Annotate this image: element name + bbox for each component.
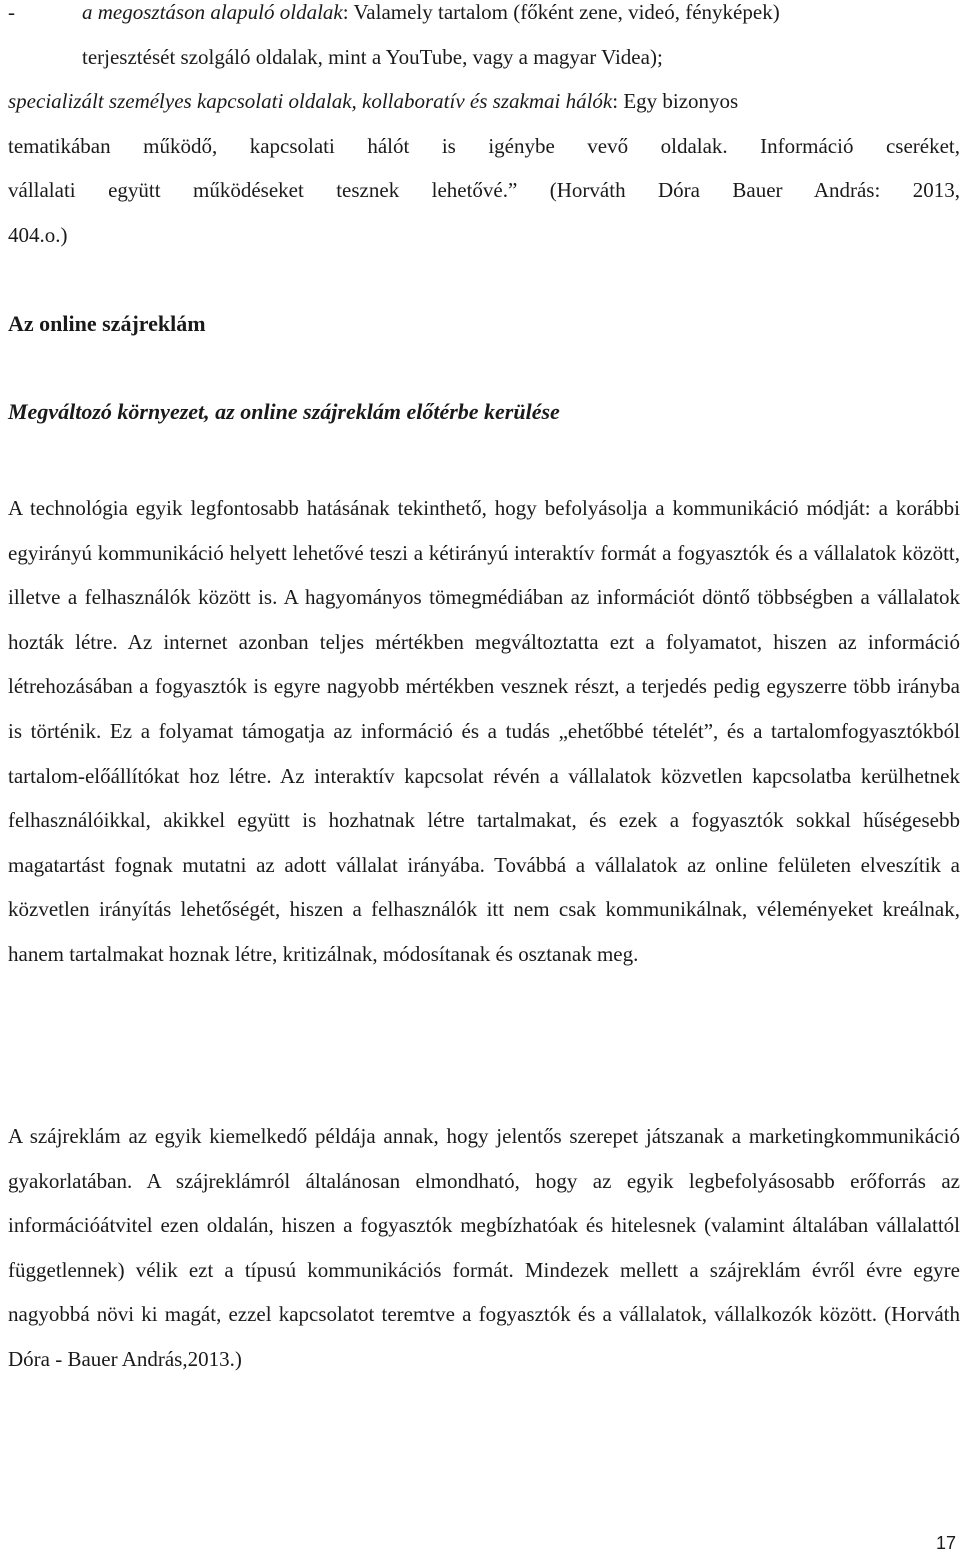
bullet-list-item (8, 0, 960, 258)
body-paragraph-2: A szájreklám az egyik kiemelkedő példája annak, hogy jelentős szerepet játszanak a marketingkommunikáció gyakorlatában. A szájreklámról általánosan elmondható, hogy az egyik legbefolyásosabb erőforrás az információátvitel ezen oldalán, hiszen a fogyasztók megbízhatóak és hitelesnek (valamint általában vállalattól függetlennek) vélik ezt a típusú kommunikációs formát. Mindezek mellett a szájreklám évről évre egyre nagyobbá növi ki magát, ezzel kapcsolatot teremtve a fogyasztók és a vállalatok, vállalkozók között. (Horváth Dóra - Bauer András,2013.) (8, 1124, 960, 1371)
bullet-line-3 (8, 79, 960, 124)
bullet-line-1 (8, 0, 960, 35)
bullet-line-4: tematikában működő, kapcsolati hálót is igénybe vevő oldalak. Információ cseréket, (8, 133, 960, 158)
bullet-line-3-text: : Egy bizonyos (612, 89, 739, 114)
bullet-term-sharing-sites: a megosztáson alapuló oldalak (82, 0, 343, 24)
bullet-line-6: 404.o.) (8, 222, 68, 247)
bullet-line-1-text: : Valamely tartalom (főként zene, videó, fényképek) (342, 0, 780, 24)
section-subheading: Megváltozó környezet, az online szájreklám előtérbe kerülése (8, 399, 560, 424)
bullet-term-specialized-networks: specializált személyes kapcsolati oldalak, kollaboratív és szakmai hálók (8, 89, 613, 114)
bullet-line-5: vállalati együtt működéseket tesznek lehetővé.” (Horváth Dóra Bauer András: 2013, (8, 178, 960, 203)
page-number: 17 (935, 1533, 956, 1553)
section-heading: Az online szájreklám (8, 311, 206, 336)
bullet-line-2: terjesztését szolgáló oldalak, mint a YouTube, vagy a magyar Videa); (82, 44, 663, 69)
bullet-dash: - (8, 0, 15, 24)
body-paragraph-1: A technológia egyik legfontosabb hatásának tekinthető, hogy befolyásolja a kommunikáció módját: a korábbi egyirányú kommunikáció helyett lehetővé teszi a kétirányú interaktív formát a fogyasztók és a vállalatok között, illetve a felhasználók között is. A hagyományos tömegmédiában az információt döntő többségben a vállalatok hozták létre. Az internet azonban teljes mértékben megváltoztatta ezt a folyamatot, hiszen az információ létrehozásában a fogyasztók is egyre nagyobb mértékben vesznek részt, a terjedés pedig egyszerre több irányba is történik. Ez a folyamat támogatja az információ és a tudás „ehetőbbé tételét”, és a tartalomfogyasztókból tartalom-előállítókat hoz létre. Az interaktív kapcsolat révén a vállalatok közvetlen kapcsolatba kerülhetnek felhasználóikkal, akikkel együtt is hozhatnak létre tartalmakat, és ezek a fogyasztók sokkal hűségesebb magatartást fognak mutatni az adott vállalat irányába. Továbbá a vállalatok az online felületen elveszítik a közvetlen irányítás lehetőségét, hiszen a felhasználók itt nem csak kommunikálnak, véleményeket kreálnak, hanem tartalmakat hoznak létre, kritizálnak, módosítanak és osztanak meg. (8, 496, 960, 966)
